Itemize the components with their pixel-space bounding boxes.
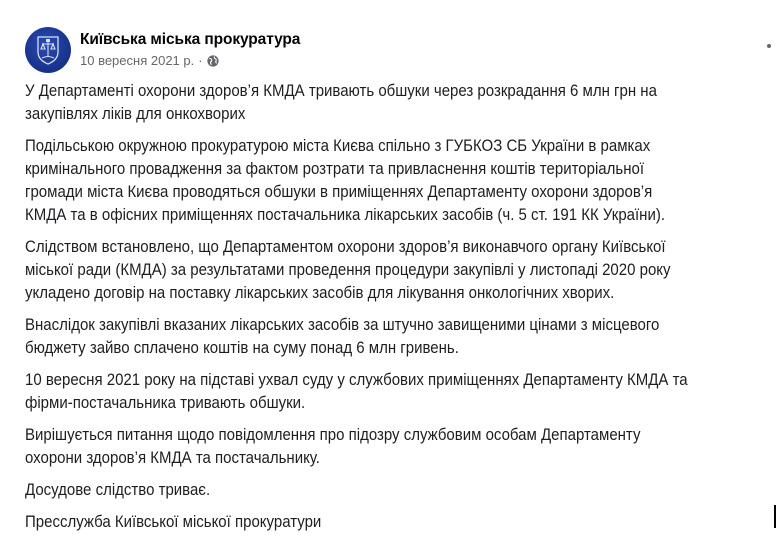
globe-icon xyxy=(207,55,219,67)
post-paragraph xyxy=(25,236,778,305)
post-paragraph xyxy=(25,369,778,415)
text-line: КМДА та в офісних приміщеннях постачальника лікарських засобів (ч. 5 ст. 191 КК України). xyxy=(25,206,665,224)
post-paragraph xyxy=(25,135,778,227)
post-paragraph xyxy=(25,424,778,470)
text-cursor xyxy=(774,505,776,528)
post-date-link[interactable]: 10 вересня 2021 р. xyxy=(80,53,195,68)
text-line: фірми-постачальника тривають обшуки. xyxy=(25,394,306,412)
post-signature xyxy=(25,511,778,534)
text-line: У Департаменті охорони здоров’я КМДА тривають обшуки через розкрадання 6 млн грн на xyxy=(25,82,657,100)
text-line: міської ради (КМДА) за результатами проведення процедури закупівлі у листопаді 2020 року xyxy=(25,261,671,279)
text-line: Пресслужба Київської міської прокуратури xyxy=(25,513,322,531)
text-line: Слідством встановлено, що Департаментом охорони здоров’я виконавчого органу Київської xyxy=(25,238,666,256)
post-header xyxy=(25,26,300,74)
text-line: укладено договір на поставку лікарських засобів для лікування онкологічних хворих. xyxy=(25,284,615,302)
text-line: Досудове слідство триває. xyxy=(25,481,211,499)
more-options-icon[interactable] xyxy=(767,44,771,48)
text-line: охорони здоров’я КМДА та постачальнику. xyxy=(25,449,320,467)
prosecutor-emblem-icon xyxy=(33,34,63,66)
post-body xyxy=(25,80,778,543)
separator-dot: · xyxy=(198,53,203,68)
text-line: кримінального провадження за фактом розтрати та привласнення коштів територіальної xyxy=(25,160,644,178)
text-line: Вирішується питання щодо повідомлення про підозру службовим особам Департаменту xyxy=(25,426,641,444)
page-name-link[interactable]: Київська міська прокуратура xyxy=(80,31,301,48)
text-line: бюджету зайво сплачено коштів на суму понад 6 млн гривень. xyxy=(25,339,459,357)
text-line: закупівлях ліків для онкохворих xyxy=(25,105,246,123)
text-line: Подільською окружною прокуратурою міста Києва спільно з ГУБКОЗ СБ України в рамках xyxy=(25,137,651,155)
text-line: Внаслідок закупівлі вказаних лікарських засобів за штучно завищеними цінами з місцевого xyxy=(25,316,660,334)
post-paragraph xyxy=(25,479,778,502)
post-headline xyxy=(25,80,778,126)
avatar[interactable] xyxy=(25,27,71,73)
text-line: 10 вересня 2021 року на підставі ухвал суду у службових приміщеннях Департаменту КМДА та xyxy=(25,371,688,389)
post-paragraph xyxy=(25,314,778,360)
text-line: громади міста Києва проводяться обшуки в приміщеннях Департаменту охорони здоров’я xyxy=(25,183,653,201)
